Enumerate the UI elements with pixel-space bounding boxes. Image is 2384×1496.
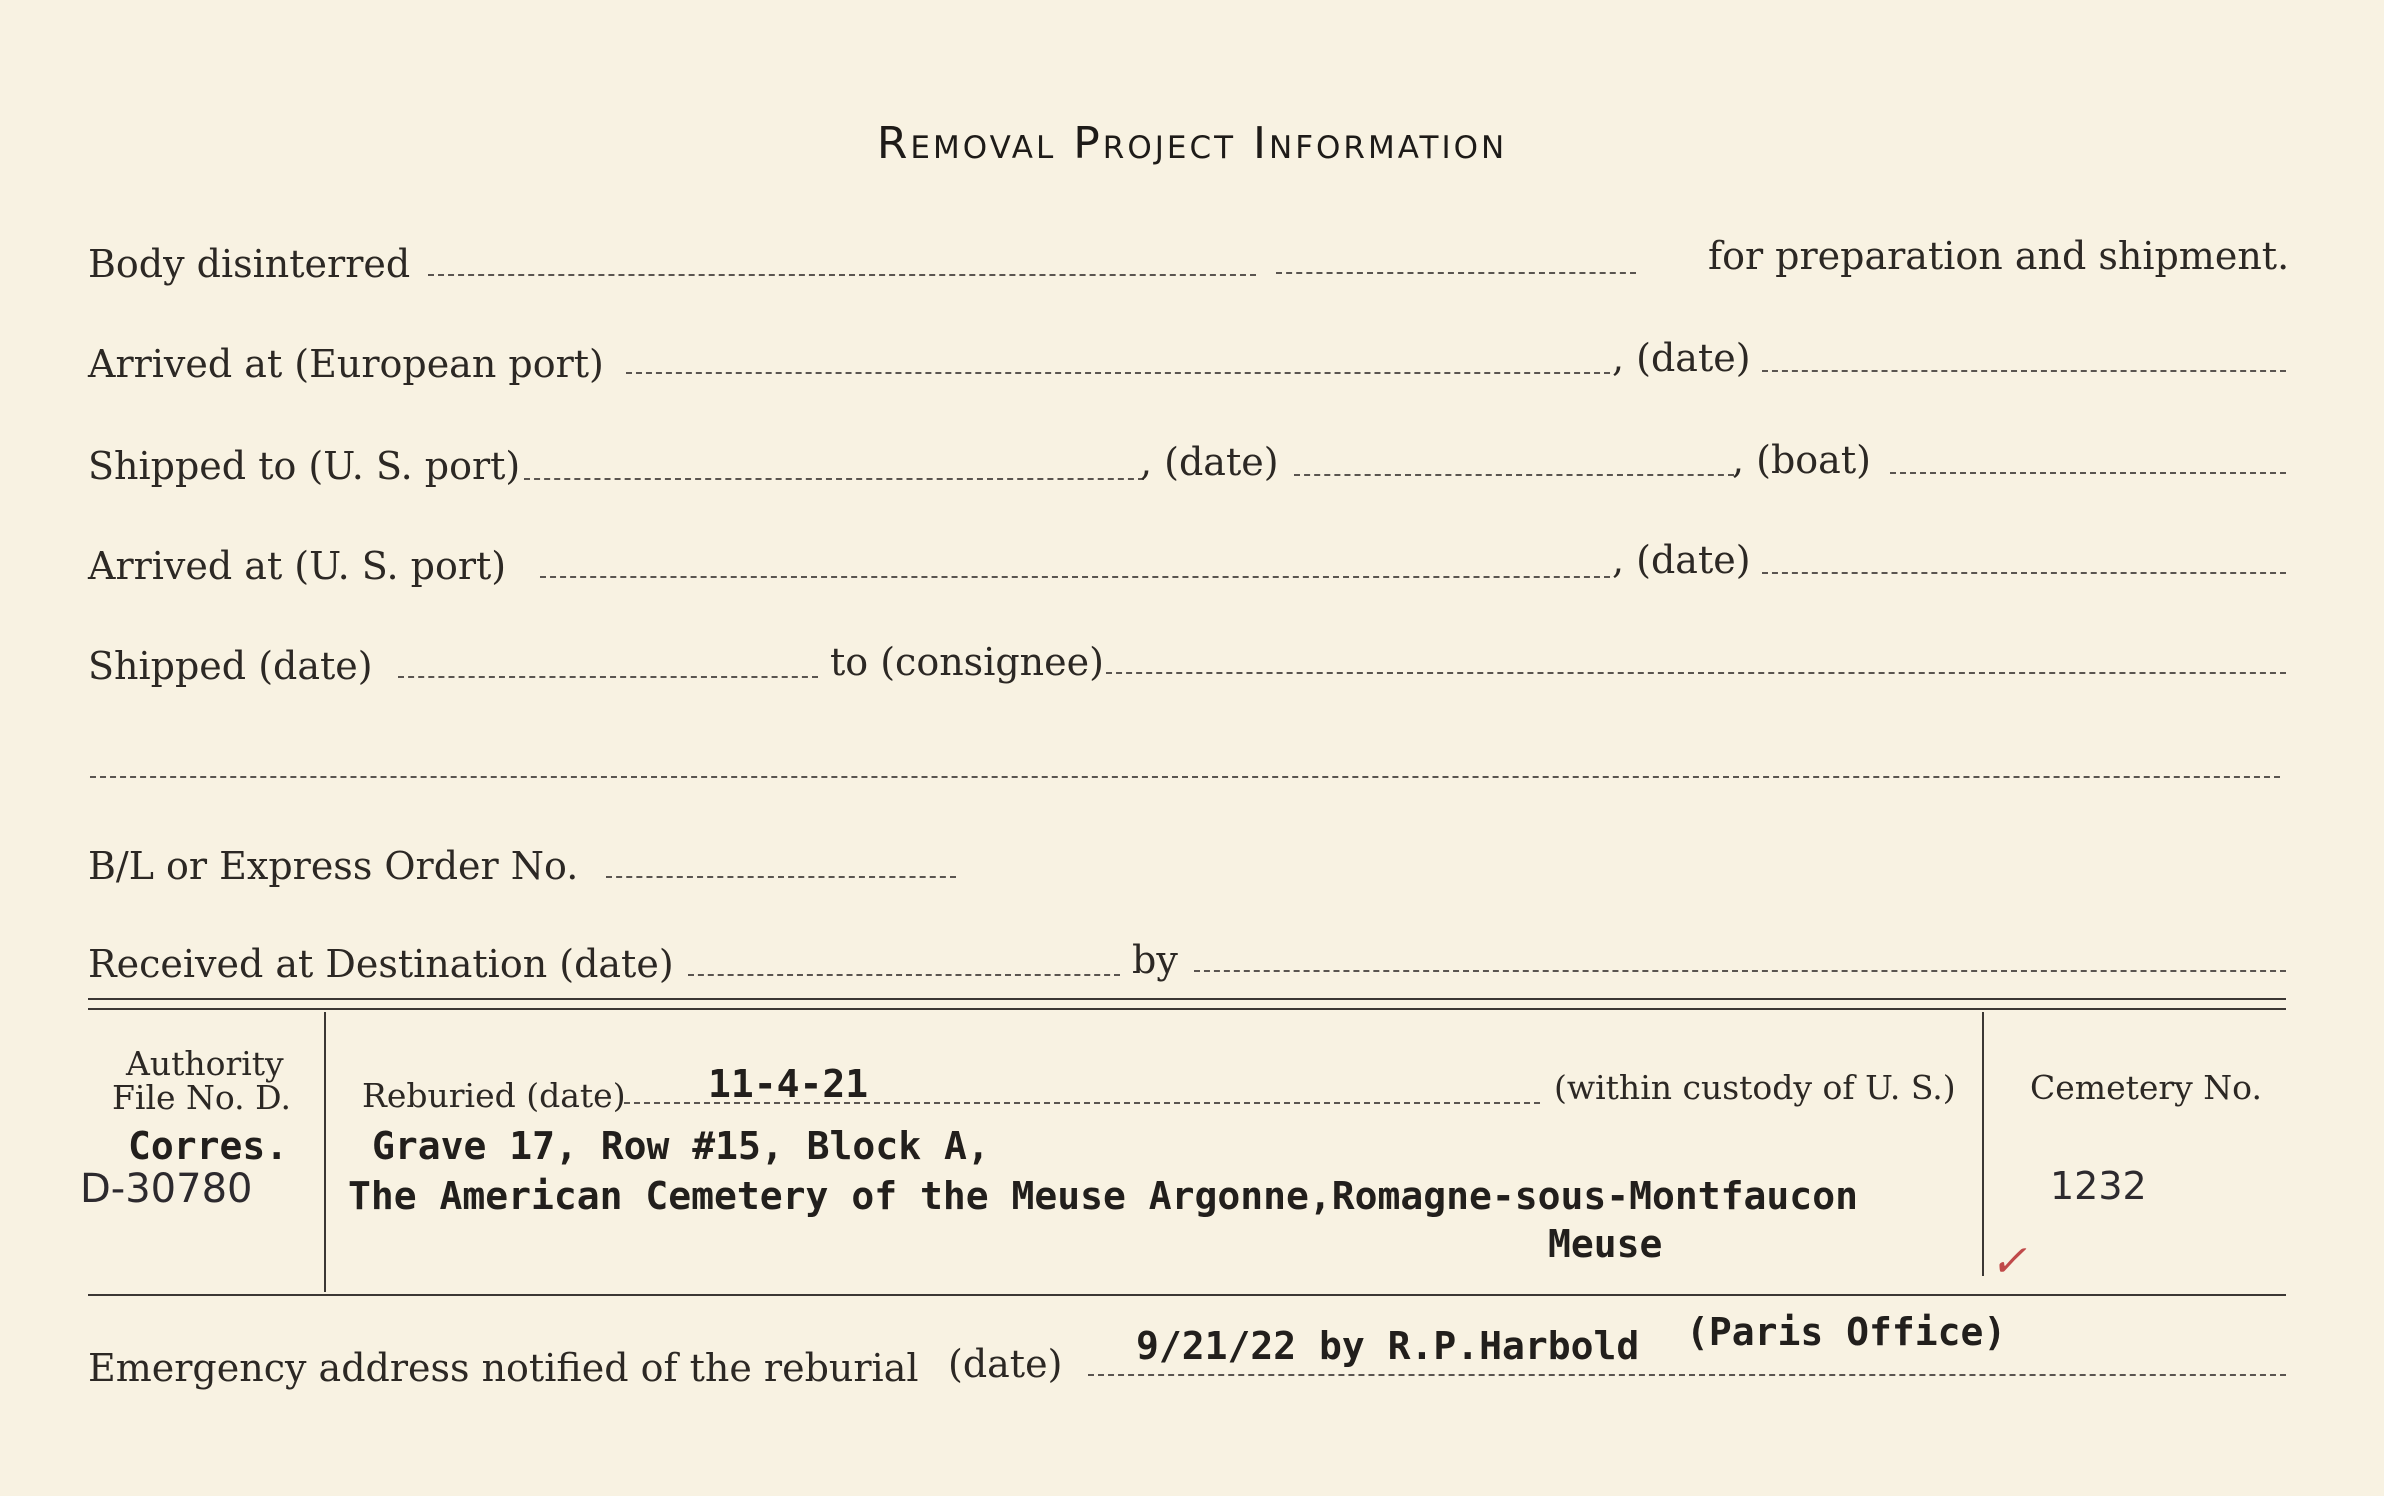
- shipped-us-line: [524, 478, 1144, 480]
- bl-order-line: [606, 876, 956, 878]
- authority-label-2: File No. D.: [112, 1078, 291, 1117]
- authority-label-1: Authority: [126, 1044, 284, 1083]
- date-line-3: [1762, 572, 2286, 574]
- by-line: [1194, 970, 2286, 972]
- shipped-date-line: [398, 676, 818, 678]
- double-rule-bottom: [88, 1008, 2286, 1010]
- received-line: [688, 974, 1120, 976]
- emergency-label: Emergency address notified of the reburial: [88, 1346, 919, 1390]
- cemetery-no-label: Cemetery No.: [2030, 1068, 2262, 1107]
- date-label-3: , (date): [1612, 538, 1751, 582]
- reburied-label: Reburied (date): [362, 1076, 626, 1115]
- received-label: Received at Destination (date): [88, 942, 674, 986]
- date-line-1: [1762, 370, 2286, 372]
- grave-line: Grave 17, Row #15, Block A,: [372, 1124, 990, 1168]
- double-rule-top: [88, 998, 2286, 1000]
- body-disinterred-line-2: [1276, 272, 1636, 274]
- arrived-us-label: Arrived at (U. S. port): [88, 544, 507, 588]
- custody-label: (within custody of U. S.): [1554, 1068, 1956, 1107]
- shipped-date-label: Shipped (date): [88, 644, 373, 688]
- reburied-date: 11-4-21: [708, 1062, 869, 1106]
- cemetery-divider: [1982, 1012, 1984, 1276]
- emergency-date-label: (date): [948, 1342, 1063, 1386]
- cemetery-line: The American Cemetery of the Meuse Argonne,Romagne-sous-Montfaucon: [348, 1174, 1858, 1218]
- paris-office: (Paris Office): [1686, 1310, 2007, 1354]
- date-label-1: , (date): [1612, 336, 1751, 380]
- date-label-2: , (date): [1140, 440, 1279, 484]
- cemetery-no-value: 1232: [2050, 1164, 2147, 1208]
- consignee-label: to (consignee): [830, 640, 1104, 684]
- emergency-value: 9/21/22 by R.P.Harbold: [1136, 1324, 1640, 1368]
- authority-value-2: D-30780: [80, 1166, 253, 1212]
- by-label: by: [1132, 938, 1178, 982]
- shipped-us-label: Shipped to (U. S. port): [88, 444, 521, 488]
- preparation-label: for preparation and shipment.: [1708, 234, 2290, 278]
- boat-label: , (boat): [1732, 438, 1871, 482]
- bl-order-label: B/L or Express Order No.: [88, 844, 579, 888]
- body-disinterred-label: Body disinterred: [88, 242, 411, 286]
- card-title: Removal Project Information: [876, 118, 1508, 169]
- check-mark-icon: ✓: [1990, 1236, 2027, 1287]
- lower-rule: [88, 1294, 2286, 1296]
- consignee-line: [1106, 672, 2286, 674]
- authority-value-1: Corres.: [128, 1124, 289, 1168]
- authority-divider: [324, 1012, 326, 1292]
- arrived-european-line: [626, 372, 1610, 374]
- meuse-line: Meuse: [1548, 1222, 1663, 1266]
- arrived-us-line: [540, 576, 1610, 578]
- boat-line: [1890, 472, 2286, 474]
- consignee-line-2: [90, 776, 2280, 778]
- arrived-european-label: Arrived at (European port): [88, 342, 604, 386]
- date-line-2: [1294, 474, 1734, 476]
- body-disinterred-line: [428, 274, 1256, 276]
- emergency-line: [1088, 1374, 2286, 1376]
